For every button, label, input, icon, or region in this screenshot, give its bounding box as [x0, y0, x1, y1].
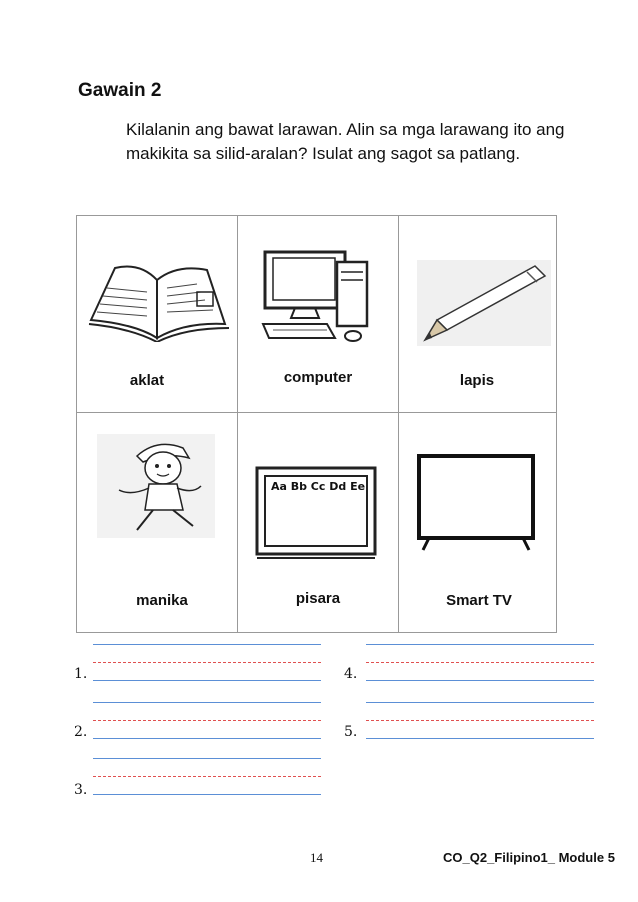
answer-number: 2. [74, 724, 88, 740]
module-code: CO_Q2_Filipino1_ Module 5 [443, 850, 615, 865]
answer-line-5[interactable] [344, 702, 596, 742]
answer-number: 4. [344, 666, 358, 682]
label-aklat: aklat [129, 372, 165, 389]
picture-grid [76, 215, 557, 633]
label-pisara: pisara [295, 590, 341, 607]
label-manika: manika [136, 592, 188, 609]
answer-line-2[interactable] [74, 702, 324, 742]
answer-line-4[interactable] [344, 644, 596, 684]
tv-icon [413, 450, 539, 554]
doll-icon [97, 434, 215, 538]
label-smart-tv: Smart TV [446, 592, 512, 609]
answer-number: 3. [74, 782, 88, 798]
chalkboard-icon [253, 464, 381, 562]
answer-line-3[interactable] [74, 758, 324, 798]
answer-number: 5. [344, 724, 358, 740]
page-number: 14 [310, 850, 323, 865]
answer-line-1[interactable] [74, 644, 324, 684]
computer-icon [255, 246, 385, 346]
activity-title: Gawain 2 [78, 80, 162, 101]
label-computer: computer [283, 369, 353, 386]
pencil-icon [417, 260, 551, 346]
chalkboard-text: Aa Bb Cc Dd Ee [270, 480, 366, 493]
book-icon [85, 258, 233, 342]
label-lapis: lapis [459, 372, 495, 389]
answer-number: 1. [74, 666, 88, 682]
instructions: Kilalanin ang bawat larawan. Alin sa mga larawang ito ang makikita sa silid-aralan? Isulat ang sagot sa patlang. [126, 120, 565, 163]
